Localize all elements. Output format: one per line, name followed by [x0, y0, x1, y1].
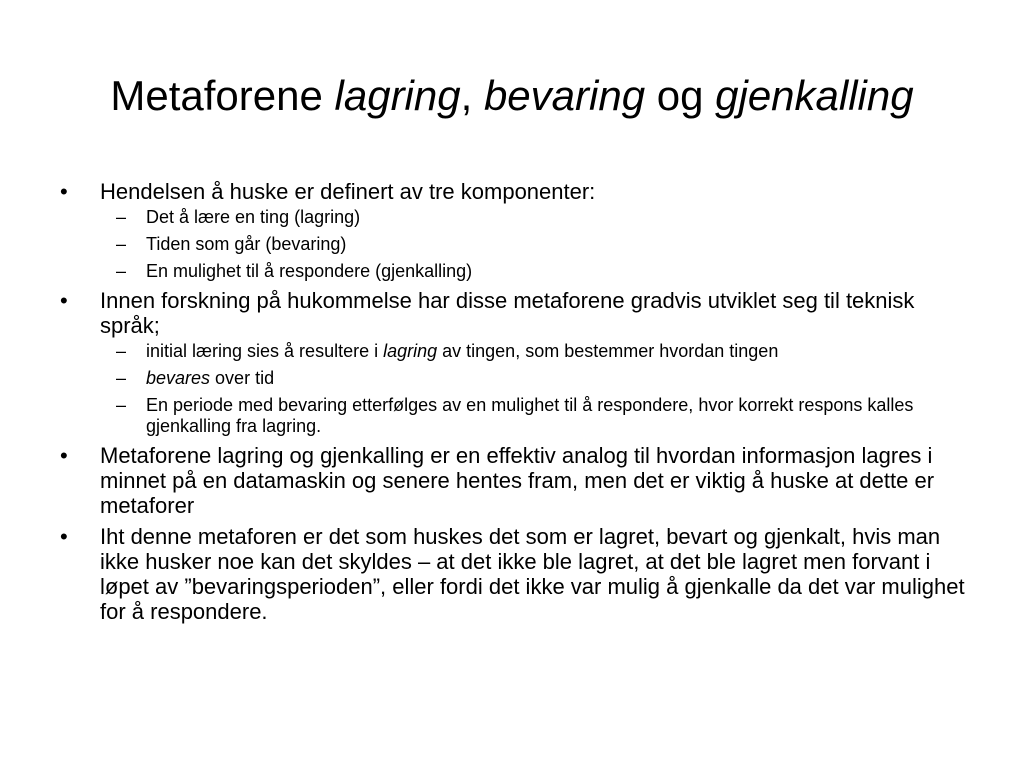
- sub-list: [100, 207, 970, 282]
- bullet-text: Hendelsen å huske er definert av tre komponenter:: [100, 179, 596, 204]
- bullet-text: Iht denne metaforen er det som huskes det som er lagret, bevart og gjenkalt, hvis man ikke husker noe kan det skyldes – at det ikke ble lagret, at det ble lagret men forvant i løpet av ”bevaringsperioden”, eller fordi det ikke var mulig å gjenkalle da det var mulighet for å respondere.: [100, 524, 965, 624]
- sub-list: [100, 341, 970, 437]
- title-italic-bevaring: bevaring: [483, 72, 646, 119]
- sub-text: [146, 341, 778, 361]
- sub-item: [100, 207, 970, 228]
- sub-text: [146, 368, 274, 388]
- dash-marker: –: [116, 207, 127, 227]
- sub-text-italic: bevares: [146, 368, 211, 388]
- sub-text: Tiden som går (bevaring): [146, 234, 347, 254]
- dash-marker: –: [116, 395, 127, 415]
- dash-marker: –: [116, 261, 127, 281]
- bullet-item: [60, 288, 970, 437]
- sub-text-after: over tid: [210, 368, 275, 388]
- sub-text-after: av tingen, som bestemmer hvordan tingen: [437, 341, 779, 361]
- slide-title: [0, 68, 1024, 124]
- sub-item: [100, 341, 970, 362]
- bullet-marker: •: [60, 179, 68, 204]
- dash-marker: –: [116, 341, 127, 361]
- bullet-marker: •: [60, 288, 68, 313]
- sub-item: [100, 368, 970, 389]
- title-italic-lagring: lagring: [334, 72, 461, 119]
- bullet-list: [60, 179, 970, 630]
- sub-item: [100, 395, 970, 437]
- bullet-marker: •: [60, 443, 68, 468]
- sub-item: [100, 261, 970, 282]
- bullet-item: [60, 443, 970, 518]
- dash-marker: –: [116, 234, 127, 254]
- title-text: og: [645, 72, 716, 119]
- dash-marker: –: [116, 368, 127, 388]
- title-italic-gjenkalling: gjenkalling: [715, 72, 914, 119]
- sub-text: En mulighet til å respondere (gjenkalling): [146, 261, 473, 281]
- sub-text: En periode med bevaring etterfølges av en mulighet til å respondere, hvor korrekt respons kalles gjenkalling fra lagring.: [146, 395, 914, 436]
- title-text: ,: [460, 72, 484, 119]
- bullet-text: Innen forskning på hukommelse har disse metaforene gradvis utviklet seg til teknisk språk;: [100, 288, 915, 338]
- sub-item: [100, 234, 970, 255]
- bullet-marker: •: [60, 524, 68, 549]
- sub-text-before: initial læring sies å resultere i: [146, 341, 384, 361]
- bullet-item: [60, 524, 970, 624]
- bullet-item: [60, 179, 970, 282]
- bullet-text: Metaforene lagring og gjenkalling er en effektiv analog til hvordan informasjon lagres i minnet på en datamaskin og senere hentes fram, men det er viktig å huske at dette er metaforer: [100, 443, 935, 518]
- sub-text: Det å lære en ting (lagring): [146, 207, 361, 227]
- title-text: Metaforene: [110, 72, 335, 119]
- sub-text-italic: lagring: [383, 341, 438, 361]
